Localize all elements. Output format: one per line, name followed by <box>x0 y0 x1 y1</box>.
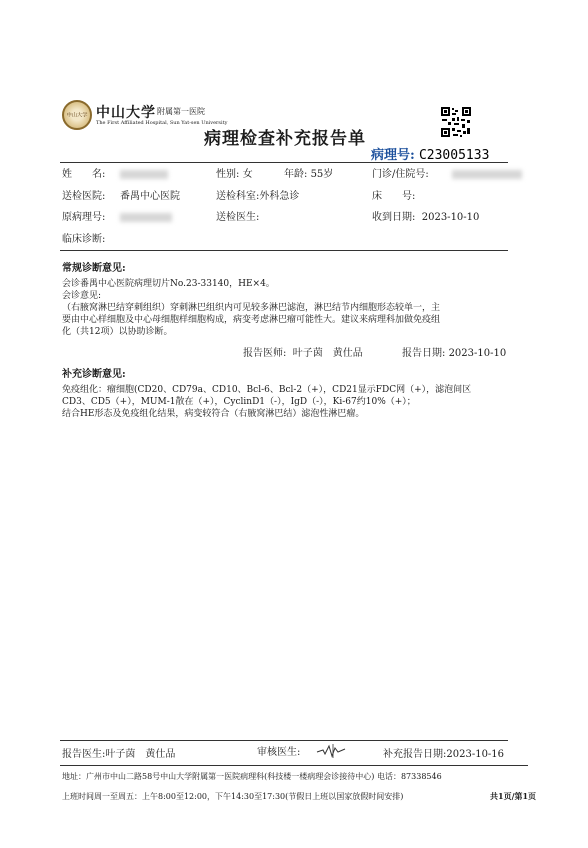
hospital-logo <box>62 100 92 130</box>
footer-hours: 上班时间周一至周五：上午8:00至12:00，下午14:30至17:30(节假日上班以国家放假时间安排) <box>62 792 404 801</box>
supplement-report-date: 补充报告日期:2023-10-16 <box>383 749 505 760</box>
supplement-heading: 补充诊断意见: <box>62 369 126 380</box>
hospital-name-cn: 附属第一医院 <box>157 107 205 116</box>
clinical-dx-label: 临床诊断: <box>62 234 106 245</box>
routine-report-doctor: 报告医师: 叶子茵 黄仕品 <box>243 348 363 359</box>
university-seal-icon: 中山大学 <box>62 100 92 130</box>
footer-address: 地址：广州市中山二路58号中山大学附属第一医院病理科(科技楼一楼病理会诊接待中心) 电话：87338546 <box>62 772 442 781</box>
original-no-label: 原病理号: <box>62 212 106 223</box>
age-field: 年龄: 55岁 <box>284 169 334 180</box>
hospital-name-en: The First Affiliated Hospital, Sun Yat-sen University <box>96 120 228 126</box>
original-no-value-redacted <box>120 213 172 222</box>
outpatient-value-redacted <box>452 170 522 179</box>
university-name: 中山大学 <box>96 105 156 121</box>
routine-report-date: 报告日期: 2023-10-10 <box>402 348 507 359</box>
routine-heading: 常规诊断意见: <box>62 263 126 274</box>
name-label: 姓 名: <box>62 169 106 180</box>
name-value-redacted <box>120 170 168 179</box>
sex-field: 性别: 女 <box>216 169 253 180</box>
header-divider <box>60 162 508 163</box>
bed-label: 床 号: <box>372 191 416 202</box>
sending-hospital-label: 送检医院: <box>62 191 106 202</box>
reviewer-signature-icon <box>315 740 349 760</box>
supplement-body: 免疫组化：瘤细胞(CD20、CD79a、CD10、Bcl-6、Bcl-2（+），CD21显示FDC网（+），滤泡间区 CD3、CD5（+），MUM-1散在（+），CyclinD1（-），IgD（-），Ki-67约10%（+）； 结合HE形态及免疫组化结果，病变较符合（右腋窝淋巴结）滤泡性淋巴瘤。 <box>62 385 472 419</box>
footer-report-doctor: 报告医生:叶子茵 黄仕品 <box>62 749 176 760</box>
qr-code-icon <box>440 106 472 138</box>
footer-divider <box>60 740 508 741</box>
outpatient-label: 门诊/住院号: <box>372 169 429 180</box>
received-date-field: 收到日期: 2023-10-10 <box>372 212 480 223</box>
footer-page-number: 共1页/第1页 <box>490 791 537 801</box>
footer-reviewer: 审核医生: <box>257 747 301 758</box>
pathology-number: 病理号: C23005133 <box>371 148 490 163</box>
sending-hospital-value: 番禺中心医院 <box>120 191 180 202</box>
footer-address-divider <box>60 765 528 766</box>
info-divider <box>60 250 508 251</box>
sending-dept-field: 送检科室:外科急诊 <box>216 191 300 202</box>
routine-body: 会诊番禺中心医院病理切片No.23-33140，HE×4。 会诊意见: （右腋窝淋巴结穿刺组织）穿刺淋巴组织内可见较多淋巴滤泡，淋巴结节内细胞形态较单一，主 要由中心样细胞及中心母细胞样细胞构成，病变考虑淋巴瘤可能性大。建议来病理科加做免疫组 化（共12项）以协助诊断。 <box>62 279 441 337</box>
report-title: 病理检查补充报告单 <box>204 129 366 149</box>
sending-doctor-label: 送检医生: <box>216 212 260 223</box>
